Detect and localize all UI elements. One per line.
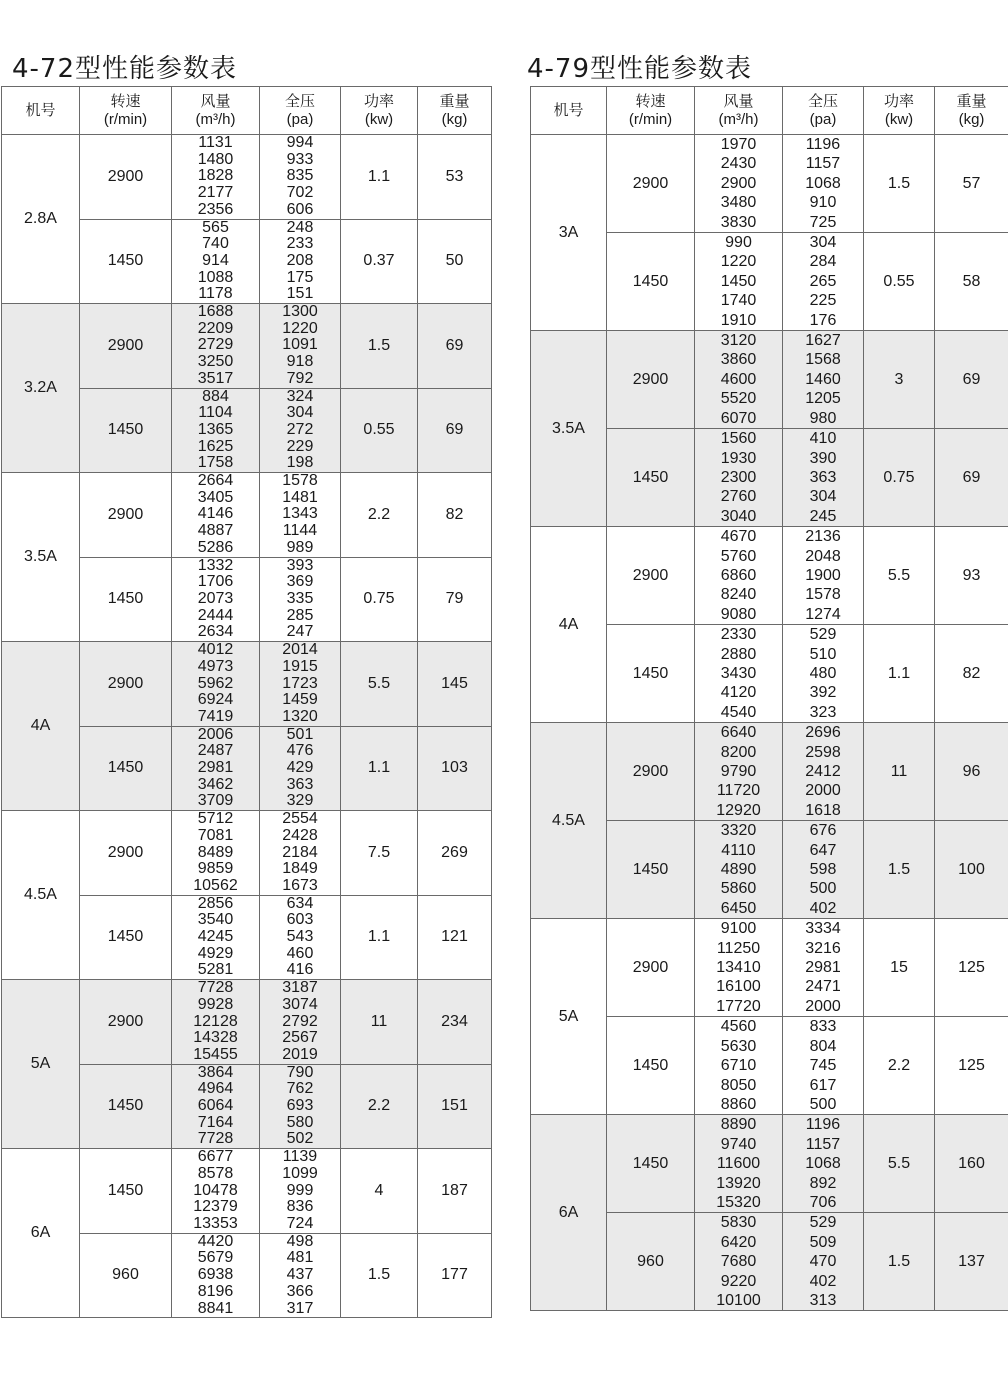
table-row xyxy=(2,1149,492,1234)
model-cell: 3.5A xyxy=(2,473,80,642)
weight-cell: 50 xyxy=(418,219,492,304)
header-weight xyxy=(418,87,492,135)
pressure-cell: 1196 1157 1068 892 706 xyxy=(783,1115,864,1213)
pressure-cell: 790 762 693 580 502 xyxy=(260,1064,341,1149)
flow-cell: 3120 3860 4600 5520 6070 xyxy=(695,331,783,429)
header-label: 功率 xyxy=(883,92,914,110)
pressure-cell: 529 509 470 402 313 xyxy=(783,1213,864,1311)
model-cell: 5A xyxy=(2,980,80,1149)
weight-cell: 93 xyxy=(935,527,1008,625)
weight-cell: 82 xyxy=(935,625,1008,723)
speed-cell: 2900 xyxy=(80,473,172,558)
weight-cell: 69 xyxy=(418,388,492,473)
model-cell: 4A xyxy=(531,527,607,723)
model-cell: 6A xyxy=(2,1149,80,1318)
table-row xyxy=(531,135,1008,233)
power-cell: 11 xyxy=(864,723,935,821)
speed-cell: 1450 xyxy=(607,821,695,919)
header-unit: (r/min) xyxy=(103,110,148,128)
header-row xyxy=(531,87,1008,135)
weight-cell: 125 xyxy=(935,1017,1008,1115)
speed-cell: 2900 xyxy=(80,980,172,1065)
speed-cell: 1450 xyxy=(80,557,172,642)
power-cell: 2.2 xyxy=(341,1064,418,1149)
power-cell: 5.5 xyxy=(864,1115,935,1213)
model-cell: 3.2A xyxy=(2,304,80,473)
power-cell: 1.5 xyxy=(341,1233,418,1318)
flow-cell: 4420 5679 6938 8196 8841 xyxy=(172,1233,260,1318)
flow-cell: 1560 1930 2300 2760 3040 xyxy=(695,429,783,527)
header-label: 机号 xyxy=(25,101,56,119)
header-weight xyxy=(935,87,1008,135)
speed-cell: 2900 xyxy=(80,135,172,220)
power-cell: 1.1 xyxy=(341,895,418,980)
header-unit: (m³/h) xyxy=(718,110,759,128)
power-cell: 0.37 xyxy=(341,219,418,304)
header-unit: (kg) xyxy=(958,110,985,128)
flow-cell: 1332 1706 2073 2444 2634 xyxy=(172,557,260,642)
power-cell: 1.5 xyxy=(864,821,935,919)
speed-cell: 1450 xyxy=(607,625,695,723)
speed-cell: 2900 xyxy=(80,304,172,389)
pressure-cell: 1196 1157 1068 910 725 xyxy=(783,135,864,233)
power-cell: 15 xyxy=(864,919,935,1017)
header-unit: (kw) xyxy=(884,110,914,128)
weight-cell: 125 xyxy=(935,919,1008,1017)
flow-cell: 4012 4973 5962 6924 7419 xyxy=(172,642,260,727)
header-label: 风量 xyxy=(200,92,231,110)
speed-cell: 1450 xyxy=(80,1064,172,1149)
header-model xyxy=(2,87,80,135)
flow-cell: 6640 8200 9790 11720 12920 xyxy=(695,723,783,821)
pressure-cell: 2696 2598 2412 2000 1618 xyxy=(783,723,864,821)
pressure-cell: 324 304 272 229 198 xyxy=(260,388,341,473)
model-cell: 4.5A xyxy=(531,723,607,919)
table-row xyxy=(531,723,1008,821)
model-cell: 5A xyxy=(531,919,607,1115)
speed-cell: 2900 xyxy=(80,642,172,727)
weight-cell: 145 xyxy=(418,642,492,727)
flow-cell: 4560 5630 6710 8050 8860 xyxy=(695,1017,783,1115)
flow-cell: 2006 2487 2981 3462 3709 xyxy=(172,726,260,811)
header-row xyxy=(2,87,492,135)
table-row xyxy=(531,527,1008,625)
pressure-cell: 1627 1568 1460 1205 980 xyxy=(783,331,864,429)
header-label: 全压 xyxy=(284,92,315,110)
flow-cell: 565 740 914 1088 1178 xyxy=(172,219,260,304)
header-unit: (r/min) xyxy=(628,110,673,128)
weight-cell: 187 xyxy=(418,1149,492,1234)
speed-cell: 2900 xyxy=(607,723,695,821)
power-cell: 1.1 xyxy=(864,625,935,723)
header-speed xyxy=(607,87,695,135)
table-row xyxy=(2,980,492,1065)
header-flow xyxy=(172,87,260,135)
weight-cell: 103 xyxy=(418,726,492,811)
pressure-cell: 2136 2048 1900 1578 1274 xyxy=(783,527,864,625)
table-row xyxy=(2,811,492,896)
flow-cell: 884 1104 1365 1625 1758 xyxy=(172,388,260,473)
flow-cell: 3864 4964 6064 7164 7728 xyxy=(172,1064,260,1149)
flow-cell: 4670 5760 6860 8240 9080 xyxy=(695,527,783,625)
model-cell: 4.5A xyxy=(2,811,80,980)
weight-cell: 53 xyxy=(418,135,492,220)
weight-cell: 57 xyxy=(935,135,1008,233)
model-cell: 4A xyxy=(2,642,80,811)
pressure-cell: 498 481 437 366 317 xyxy=(260,1233,341,1318)
speed-cell: 1450 xyxy=(607,1017,695,1115)
speed-cell: 2900 xyxy=(607,527,695,625)
header-label: 机号 xyxy=(553,101,584,119)
header-label: 全压 xyxy=(807,92,838,110)
header-label: 风量 xyxy=(723,92,754,110)
header-label: 重量 xyxy=(956,92,987,110)
speed-cell: 1450 xyxy=(80,219,172,304)
speed-cell: 2900 xyxy=(607,919,695,1017)
flow-cell: 9100 11250 13410 16100 17720 xyxy=(695,919,783,1017)
power-cell: 5.5 xyxy=(864,527,935,625)
pressure-cell: 529 510 480 392 323 xyxy=(783,625,864,723)
pressure-cell: 2554 2428 2184 1849 1673 xyxy=(260,811,341,896)
header-unit: (kg) xyxy=(441,110,468,128)
power-cell: 1.1 xyxy=(341,726,418,811)
pressure-cell: 1139 1099 999 836 724 xyxy=(260,1149,341,1234)
model-cell: 3A xyxy=(531,135,607,331)
flow-cell: 8890 9740 11600 13920 15320 xyxy=(695,1115,783,1213)
pressure-cell: 1578 1481 1343 1144 989 xyxy=(260,473,341,558)
header-label: 功率 xyxy=(363,92,394,110)
speed-cell: 2900 xyxy=(607,135,695,233)
power-cell: 1.1 xyxy=(341,135,418,220)
speed-cell: 1450 xyxy=(80,1149,172,1234)
power-cell: 5.5 xyxy=(341,642,418,727)
weight-cell: 96 xyxy=(935,723,1008,821)
flow-cell: 6677 8578 10478 12379 13353 xyxy=(172,1149,260,1234)
pressure-cell: 393 369 335 285 247 xyxy=(260,557,341,642)
table-row xyxy=(2,473,492,558)
flow-cell: 3320 4110 4890 5860 6450 xyxy=(695,821,783,919)
header-flow xyxy=(695,87,783,135)
header-unit: (pa) xyxy=(286,110,314,128)
header-unit: (kw) xyxy=(364,110,394,128)
performance-table-4-72 xyxy=(1,86,492,1318)
power-cell: 0.75 xyxy=(341,557,418,642)
header-label: 重量 xyxy=(439,92,470,110)
pressure-cell: 634 603 543 460 416 xyxy=(260,895,341,980)
pressure-cell: 833 804 745 617 500 xyxy=(783,1017,864,1115)
weight-cell: 69 xyxy=(418,304,492,389)
speed-cell: 1450 xyxy=(607,233,695,331)
speed-cell: 1450 xyxy=(80,388,172,473)
weight-cell: 160 xyxy=(935,1115,1008,1213)
speed-cell: 1450 xyxy=(80,895,172,980)
power-cell: 7.5 xyxy=(341,811,418,896)
flow-cell: 1131 1480 1828 2177 2356 xyxy=(172,135,260,220)
header-speed xyxy=(80,87,172,135)
header-pressure xyxy=(260,87,341,135)
flow-cell: 2330 2880 3430 4120 4540 xyxy=(695,625,783,723)
header-power xyxy=(341,87,418,135)
weight-cell: 100 xyxy=(935,821,1008,919)
header-power xyxy=(864,87,935,135)
pressure-cell: 248 233 208 175 151 xyxy=(260,219,341,304)
power-cell: 0.75 xyxy=(864,429,935,527)
table-row xyxy=(531,1115,1008,1213)
speed-cell: 2900 xyxy=(607,331,695,429)
weight-cell: 234 xyxy=(418,980,492,1065)
weight-cell: 269 xyxy=(418,811,492,896)
flow-cell: 2664 3405 4146 4887 5286 xyxy=(172,473,260,558)
power-cell: 3 xyxy=(864,331,935,429)
power-cell: 1.5 xyxy=(864,1213,935,1311)
weight-cell: 58 xyxy=(935,233,1008,331)
power-cell: 0.55 xyxy=(341,388,418,473)
flow-cell: 1688 2209 2729 3250 3517 xyxy=(172,304,260,389)
header-label: 转速 xyxy=(635,92,666,110)
header-unit: (pa) xyxy=(809,110,837,128)
weight-cell: 82 xyxy=(418,473,492,558)
model-cell: 3.5A xyxy=(531,331,607,527)
speed-cell: 960 xyxy=(80,1233,172,1318)
weight-cell: 151 xyxy=(418,1064,492,1149)
pressure-cell: 304 284 265 225 176 xyxy=(783,233,864,331)
header-label: 转速 xyxy=(110,92,141,110)
speed-cell: 1450 xyxy=(607,1115,695,1213)
table-title-4-79: 4-79型性能参数表 xyxy=(527,54,753,84)
pressure-cell: 994 933 835 702 606 xyxy=(260,135,341,220)
pressure-cell: 410 390 363 304 245 xyxy=(783,429,864,527)
speed-cell: 960 xyxy=(607,1213,695,1311)
pressure-cell: 1300 1220 1091 918 792 xyxy=(260,304,341,389)
flow-cell: 7728 9928 12128 14328 15455 xyxy=(172,980,260,1065)
flow-cell: 2856 3540 4245 4929 5281 xyxy=(172,895,260,980)
weight-cell: 69 xyxy=(935,429,1008,527)
table-row xyxy=(531,919,1008,1017)
performance-table-4-79 xyxy=(530,86,1008,1311)
table-row xyxy=(531,331,1008,429)
speed-cell: 1450 xyxy=(80,726,172,811)
pressure-cell: 501 476 429 363 329 xyxy=(260,726,341,811)
speed-cell: 2900 xyxy=(80,811,172,896)
flow-cell: 1970 2430 2900 3480 3830 xyxy=(695,135,783,233)
power-cell: 1.5 xyxy=(864,135,935,233)
power-cell: 2.2 xyxy=(341,473,418,558)
pressure-cell: 3187 3074 2792 2567 2019 xyxy=(260,980,341,1065)
model-cell: 2.8A xyxy=(2,135,80,304)
flow-cell: 990 1220 1450 1740 1910 xyxy=(695,233,783,331)
speed-cell: 1450 xyxy=(607,429,695,527)
weight-cell: 177 xyxy=(418,1233,492,1318)
pressure-cell: 2014 1915 1723 1459 1320 xyxy=(260,642,341,727)
weight-cell: 69 xyxy=(935,331,1008,429)
header-model xyxy=(531,87,607,135)
header-pressure xyxy=(783,87,864,135)
header-unit: (m³/h) xyxy=(195,110,236,128)
table-row xyxy=(2,135,492,220)
pressure-cell: 676 647 598 500 402 xyxy=(783,821,864,919)
pressure-cell: 3334 3216 2981 2471 2000 xyxy=(783,919,864,1017)
table-row xyxy=(2,304,492,389)
power-cell: 4 xyxy=(341,1149,418,1234)
power-cell: 0.55 xyxy=(864,233,935,331)
weight-cell: 121 xyxy=(418,895,492,980)
table-title-4-72: 4-72型性能参数表 xyxy=(12,54,238,84)
power-cell: 2.2 xyxy=(864,1017,935,1115)
weight-cell: 137 xyxy=(935,1213,1008,1311)
model-cell: 6A xyxy=(531,1115,607,1311)
weight-cell: 79 xyxy=(418,557,492,642)
flow-cell: 5830 6420 7680 9220 10100 xyxy=(695,1213,783,1311)
power-cell: 1.5 xyxy=(341,304,418,389)
flow-cell: 5712 7081 8489 9859 10562 xyxy=(172,811,260,896)
power-cell: 11 xyxy=(341,980,418,1065)
table-row xyxy=(2,642,492,727)
